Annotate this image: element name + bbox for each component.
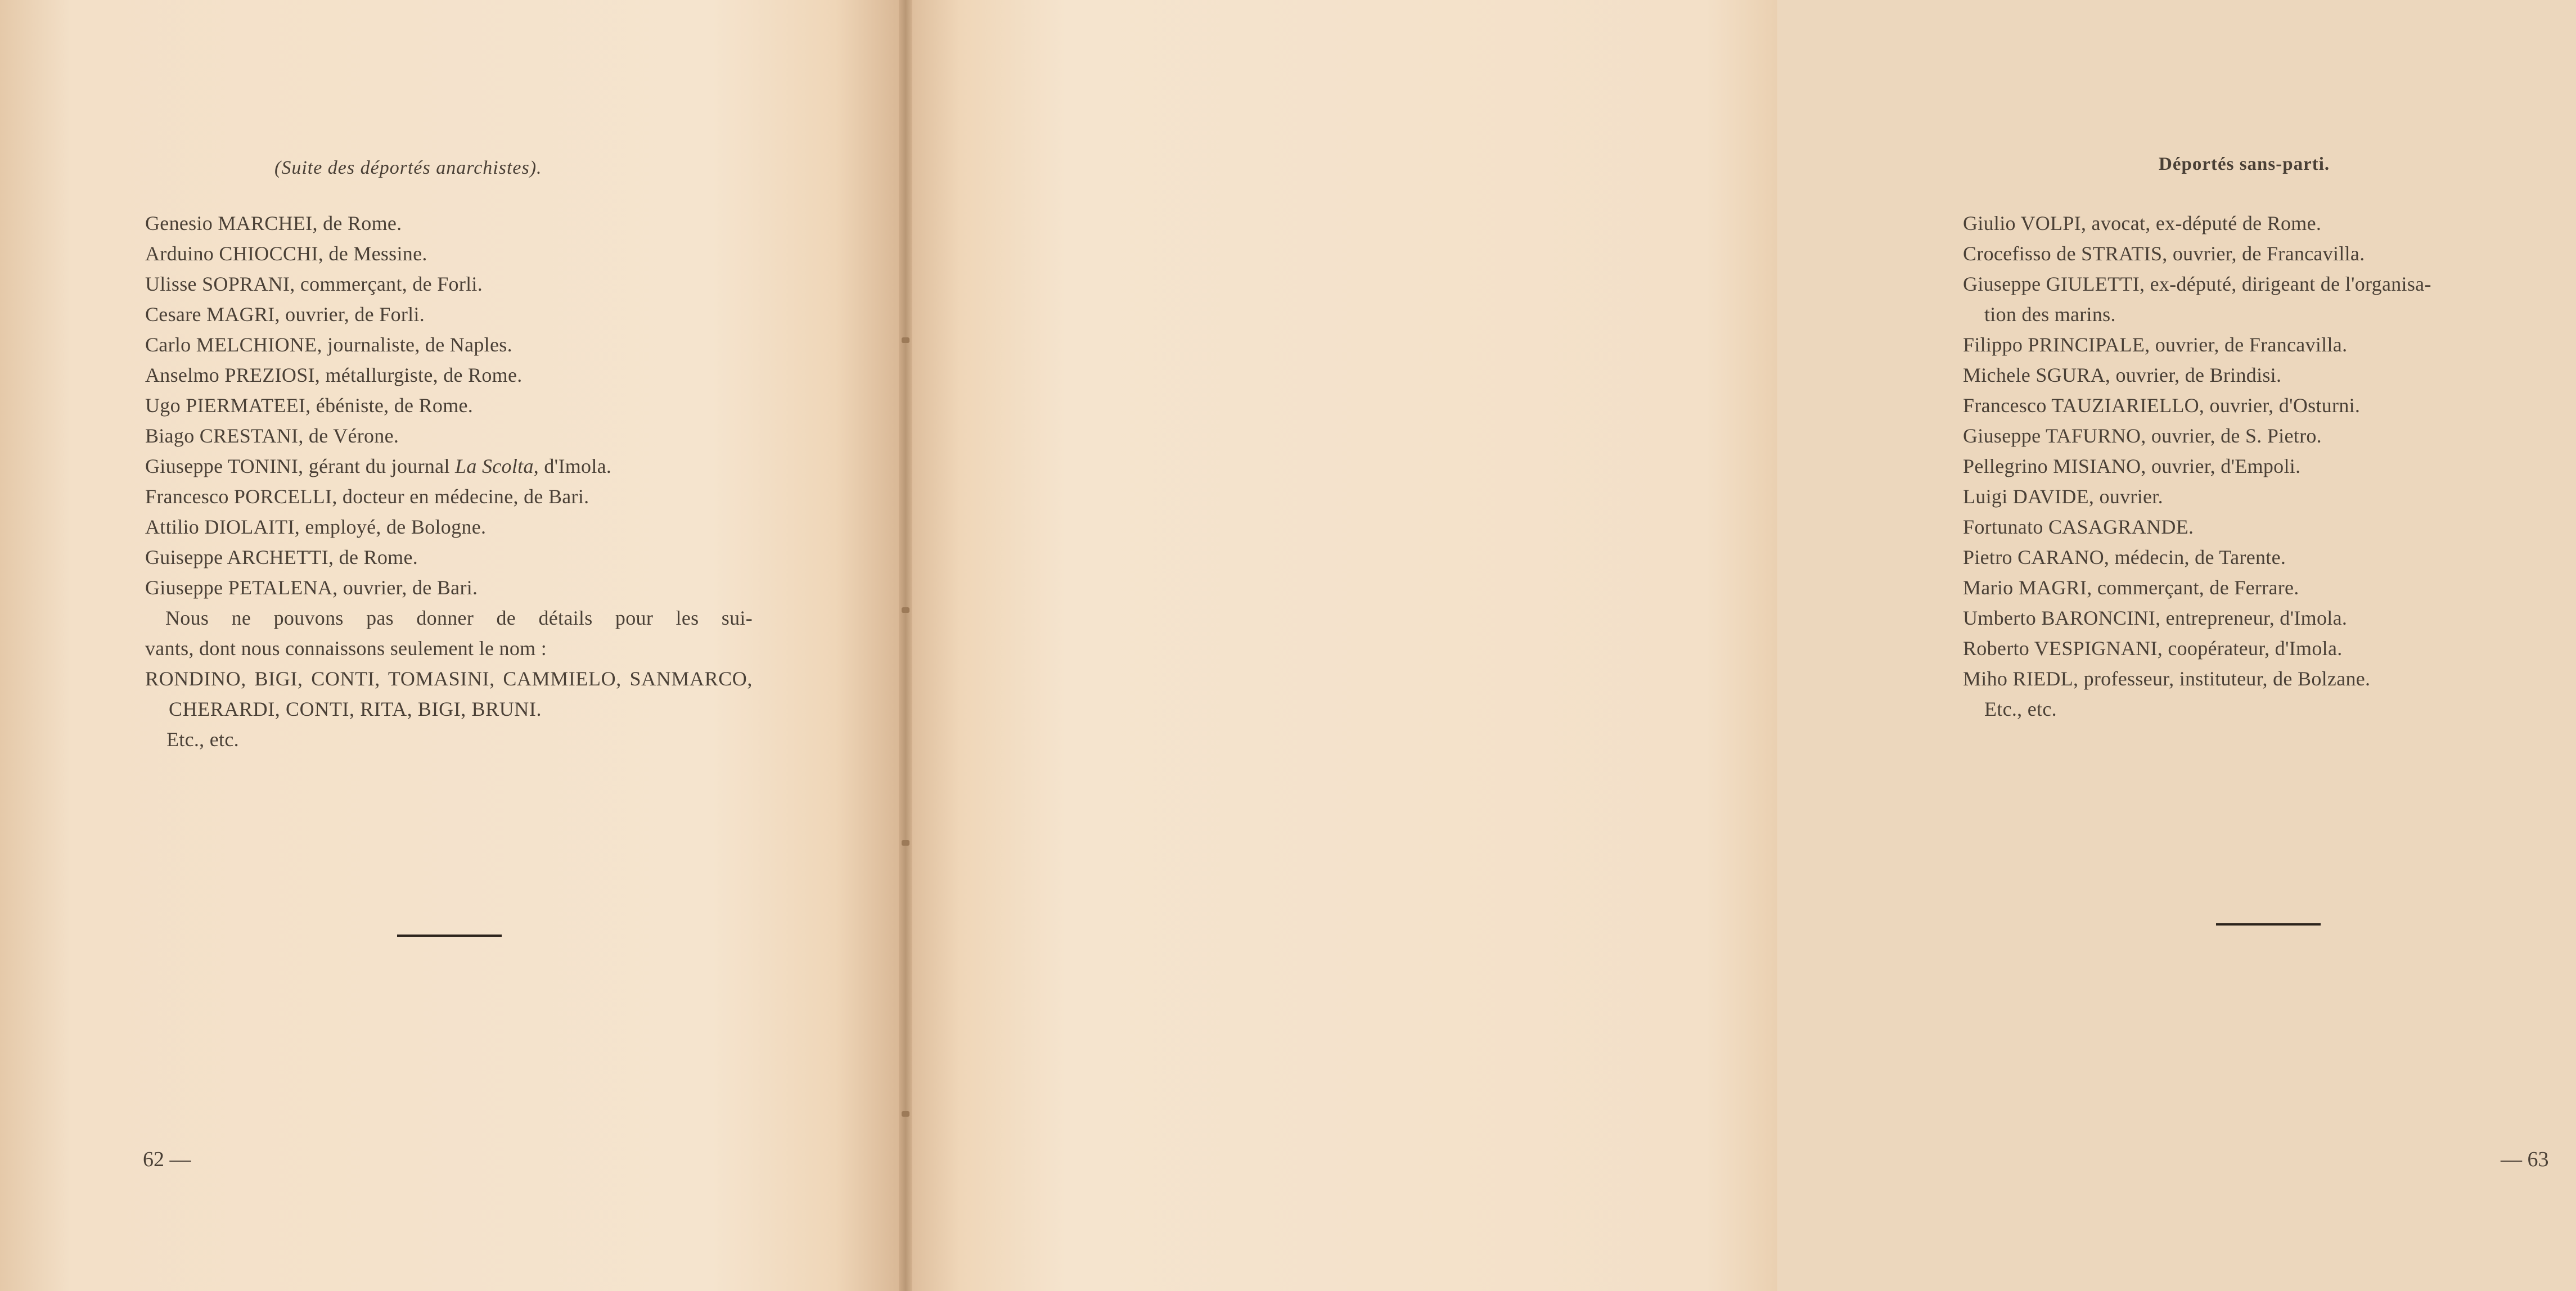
list-item: Attilio DIOLAITI, employé, de Bologne.: [145, 516, 487, 538]
names-block: [145, 663, 753, 724]
journal-title: La Scolta: [455, 455, 534, 477]
tonini-prefix: Giuseppe TONINI, gérant du journal: [145, 455, 456, 477]
etc-text: Etc., etc.: [166, 728, 239, 751]
left-page: [0, 0, 900, 1291]
list-item: Giuseppe GIULETTI, ex-député, dirigeant de l'organisa-: [1963, 273, 2431, 295]
binding-stitch: [902, 1111, 909, 1117]
list-item: Francesco PORCELLI, docteur en médecine, de Bari.: [145, 485, 589, 508]
etc-text: Etc., etc.: [1984, 698, 2057, 720]
list-item: [145, 724, 753, 755]
list-item: Ulisse SOPRANI, commerçant, de Forli.: [145, 273, 483, 295]
list-item: Mario MAGRI, commerçant, de Ferrare.: [1963, 576, 2299, 599]
list-item: Cesare MAGRI, ouvrier, de Forli.: [145, 303, 425, 326]
right-page: [911, 0, 2549, 1291]
right-page-heading: Déportés sans-parti.: [2159, 154, 2330, 174]
list-item: [1963, 694, 2576, 724]
list-item: Carlo MELCHIONE, journaliste, de Naples.: [145, 333, 512, 356]
binding-stitch: [902, 607, 909, 613]
list-item: Biago CRESTANI, de Vérone.: [145, 425, 399, 447]
list-item: Michele SGURA, ouvrier, de Brindisi.: [1963, 364, 2282, 386]
surname-list: RONDINO, BIGI, CONTI, TOMASINI, CAMMIELO, SANMARCO, CHERARDI, CONTI, RITA, BIGI, BRUNI.: [145, 667, 753, 720]
list-item: Anselmo PREZIOSI, métallurgiste, de Rome.: [145, 364, 523, 386]
list-item: Fortunato CASAGRANDE.: [1963, 516, 2194, 538]
list-item: Francesco TAUZIARIELLO, ouvrier, d'Osturni.: [1963, 394, 2361, 417]
binding-stitch: [902, 840, 909, 846]
list-item: Genesio MARCHEI, de Rome.: [145, 212, 402, 234]
page-number: — 63: [2501, 1148, 2549, 1171]
section-rule: [2216, 923, 2321, 926]
list-item: [145, 451, 753, 481]
list-item: Ugo PIERMATEEI, ébéniste, de Rome.: [145, 394, 474, 417]
list-item: Crocefisso de STRATIS, ouvrier, de Francavilla.: [1963, 242, 2365, 265]
list-item: Giuseppe PETALENA, ouvrier, de Bari.: [145, 576, 478, 599]
deportee-list-nonparty: [1963, 208, 2576, 724]
list-item: Pellegrino MISIANO, ouvrier, d'Empoli.: [1963, 455, 2301, 477]
list-item: tion des marins.: [1984, 303, 2116, 326]
list-item: Guiseppe ARCHETTI, de Rome.: [145, 546, 418, 568]
note-line: Nous ne pouvons pas donner de détails pour les sui-: [165, 607, 753, 629]
book-gutter: [899, 0, 912, 1291]
list-item: Arduino CHIOCCHI, de Messine.: [145, 242, 427, 265]
list-item: Filippo PRINCIPALE, ouvrier, de Francavilla.: [1963, 333, 2348, 356]
list-item: Umberto BARONCINI, entrepreneur, d'Imola.: [1963, 607, 2348, 629]
page-number: 62 —: [143, 1148, 191, 1171]
list-item: Giuseppe TAFURNO, ouvrier, de S. Pietro.: [1963, 425, 2322, 447]
list-item: Roberto VESPIGNANI, coopérateur, d'Imola.: [1963, 637, 2343, 660]
note-line: vants, dont nous connaissons seulement le nom :: [145, 637, 547, 660]
list-item: Pietro CARANO, médecin, de Tarente.: [1963, 546, 2286, 568]
tonini-suffix: , d'Imola.: [533, 455, 612, 477]
list-item: Giulio VOLPI, avocat, ex-député de Rome.: [1963, 212, 2322, 234]
deportee-list-anarchists: [145, 208, 753, 755]
note-block: [145, 603, 753, 663]
section-rule: [397, 935, 502, 937]
left-page-heading: (Suite des déportés anarchistes).: [274, 157, 542, 178]
binding-stitch: [902, 337, 909, 343]
list-item: Miho RIEDL, professeur, instituteur, de Bolzane.: [1963, 667, 2371, 690]
list-item: Luigi DAVIDE, ouvrier.: [1963, 485, 2163, 508]
